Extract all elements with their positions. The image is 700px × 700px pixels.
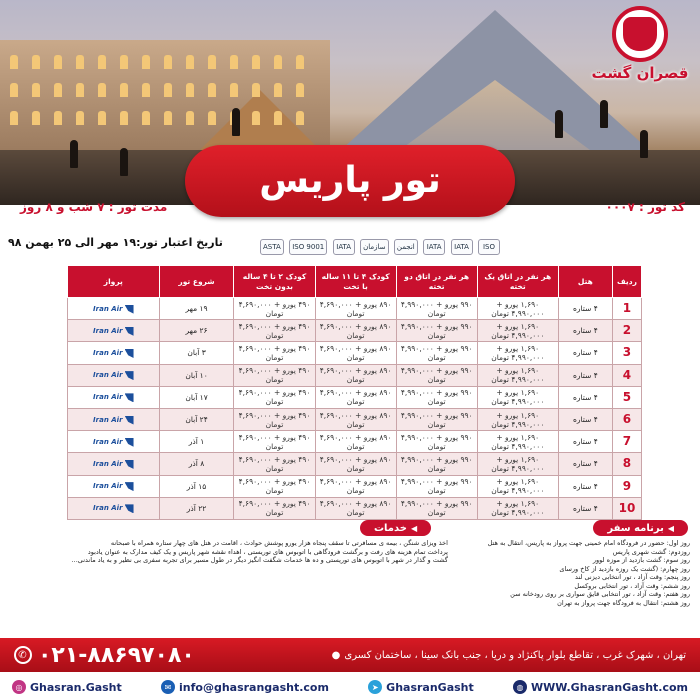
hotel-cell: ۴ ستاره [558,431,612,453]
palace-window [54,111,62,125]
page-title: تور پاریس [259,160,441,201]
child-nobed-price-cell: ۴۹۰ یورو + ۴,۶۹۰,۰۰۰ تومان [234,342,315,364]
palace-window [76,111,84,125]
person-silhouette [600,100,608,128]
program-line: روزدوم: گشت شهری پاریس [612,547,690,556]
single-price-cell: ۱,۶۹۰ یورو + ۴,۹۹۰,۰۰۰ تومان [477,475,558,497]
palace-window [54,55,62,69]
start-date-cell: ۲۴ آبان [159,408,234,430]
airline-name: Iran Air [93,415,123,424]
social-link[interactable] [368,680,474,694]
palace-window [296,83,304,97]
social-links [0,674,700,700]
single-price-cell: ۱,۶۹۰ یورو + ۴,۹۹۰,۰۰۰ تومان [477,386,558,408]
double-price-cell: ۹۹۰ یورو + ۴,۹۹۰,۰۰۰ تومان [396,453,477,475]
child-nobed-price-cell: ۴۹۰ یورو + ۴,۶۹۰,۰۰۰ تومان [234,298,315,320]
single-price-cell: ۱,۶۹۰ یورو + ۴,۹۹۰,۰۰۰ تومان [477,342,558,364]
iran-air-emblem-icon [125,305,134,314]
person-silhouette [640,130,648,158]
palace-window [164,55,172,69]
column-header: ردیف [612,266,641,298]
person-silhouette [120,148,128,176]
row-number: 3 [612,342,641,364]
iran-air-emblem-icon [125,371,134,380]
hotel-cell: ۴ ستاره [558,408,612,430]
globe-icon: ◍ [513,680,527,694]
services-heading [360,520,431,536]
child-bed-price-cell: ۸۹۰ یورو + ۴,۶۹۰,۰۰۰ تومان [315,386,396,408]
price-table [67,265,642,520]
address [332,650,686,661]
person-silhouette [555,110,563,138]
airline-name: Iran Air [93,393,123,402]
row-number: 2 [612,320,641,342]
iran-air-emblem-icon [125,460,134,469]
palace-window [120,111,128,125]
iran-air-emblem-icon [125,416,134,425]
airline-name: Iran Air [93,371,123,380]
airline-cell [68,320,160,342]
palace-window [208,111,216,125]
social-label: WWW.GhasranGasht.com [531,680,688,694]
table-row [68,364,642,386]
accreditation-logo: IATA [451,239,473,255]
double-price-cell: ۹۹۰ یورو + ۴,۹۹۰,۰۰۰ تومان [396,431,477,453]
services-line: گشت و گذار در شهر با اتوبوس های توریستی و ده ها خدمات شگفت انگیز دیگر در طول مسیر برای تجربه سفری بی نظیر و به یاد ماندنی... [71,556,448,564]
double-price-cell: ۹۹۰ یورو + ۴,۹۹۰,۰۰۰ تومان [396,386,477,408]
column-header: پرواز [68,266,160,298]
accreditation-logo: IATA [423,239,445,255]
program-title: برنامه سفر [607,522,664,534]
airline-cell [68,408,160,430]
brand-logo [590,6,690,86]
table-row [68,342,642,364]
airline-cell [68,453,160,475]
palace-window [76,55,84,69]
iran-air-emblem-icon [125,504,134,513]
start-date-cell: ۳ آبان [159,342,234,364]
airline-logo [93,482,133,491]
palace-window [164,83,172,97]
palace-window [208,83,216,97]
airline-name: Iran Air [93,482,123,491]
phone-icon: ✆ [14,646,32,664]
social-link[interactable] [513,680,688,694]
accreditation-logo: انجمن [394,239,418,255]
table-row [68,453,642,475]
iran-air-emblem-icon [125,327,134,336]
start-date-cell: ۱۵ آذر [159,475,234,497]
child-nobed-price-cell: ۴۹۰ یورو + ۴,۶۹۰,۰۰۰ تومان [234,453,315,475]
start-date-cell: ۸ آذر [159,453,234,475]
palace-window [208,55,216,69]
double-price-cell: ۹۹۰ یورو + ۴,۹۹۰,۰۰۰ تومان [396,342,477,364]
hotel-cell: ۴ ستاره [558,342,612,364]
start-date-cell: ۱۷ آبان [159,386,234,408]
airline-name: Iran Air [93,348,123,357]
accreditation-logo: IATA [333,239,355,255]
program-line: روز ششم: وقت آزاد ، تور انتخابی بروکسل [574,581,690,590]
single-price-cell: ۱,۶۹۰ یورو + ۴,۹۹۰,۰۰۰ تومان [477,408,558,430]
single-price-cell: ۱,۶۹۰ یورو + ۴,۹۹۰,۰۰۰ تومان [477,298,558,320]
column-header: شروع تور [159,266,234,298]
social-label: GhasranGasht [386,680,474,694]
program-line: روز اول: حضور در فرودگاه امام خمینی جهت پرواز به پاریس، انتقال به هتل [487,539,690,547]
single-price-cell: ۱,۶۹۰ یورو + ۴,۹۹۰,۰۰۰ تومان [477,364,558,386]
accreditation-logo: ISO [478,239,500,255]
airline-logo [93,349,133,358]
palace-window [186,55,194,69]
single-price-cell: ۱,۶۹۰ یورو + ۴,۹۹۰,۰۰۰ تومان [477,431,558,453]
palace-window [296,111,304,125]
child-bed-price-cell: ۸۹۰ یورو + ۴,۶۹۰,۰۰۰ تومان [315,320,396,342]
hotel-cell: ۴ ستاره [558,320,612,342]
accreditation-logo: ISO 9001 [289,239,327,255]
hotel-cell: ۴ ستاره [558,364,612,386]
services-title: خدمات [374,522,407,534]
double-price-cell: ۹۹۰ یورو + ۴,۹۹۰,۰۰۰ تومان [396,364,477,386]
row-number: 9 [612,475,641,497]
child-nobed-price-cell: ۴۹۰ یورو + ۴,۶۹۰,۰۰۰ تومان [234,386,315,408]
airline-logo [93,371,133,380]
iran-air-emblem-icon [125,393,134,402]
double-price-cell: ۹۹۰ یورو + ۴,۹۹۰,۰۰۰ تومان [396,408,477,430]
program-line: روز سوم: گشت بازدید از موزه لوور [592,556,690,564]
airline-cell [68,431,160,453]
palace-window [252,111,260,125]
hotel-cell: ۴ ستاره [558,386,612,408]
child-nobed-price-cell: ۴۹۰ یورو + ۴,۶۹۰,۰۰۰ تومان [234,364,315,386]
instagram-icon: ◎ [12,680,26,694]
double-price-cell: ۹۹۰ یورو + ۴,۹۹۰,۰۰۰ تومان [396,320,477,342]
single-price-cell: ۱,۶۹۰ یورو + ۴,۹۹۰,۰۰۰ تومان [477,497,558,519]
double-price-cell: ۹۹۰ یورو + ۴,۹۹۰,۰۰۰ تومان [396,298,477,320]
airline-cell [68,364,160,386]
telegram-icon: ➤ [368,680,382,694]
services-list [8,539,448,589]
palace-window [142,111,150,125]
child-nobed-price-cell: ۴۹۰ یورو + ۴,۶۹۰,۰۰۰ تومان [234,475,315,497]
hotel-cell: ۴ ستاره [558,497,612,519]
child-bed-price-cell: ۸۹۰ یورو + ۴,۶۹۰,۰۰۰ تومان [315,431,396,453]
services-line: پرداخت تمام هزینه های رفت و برگشت فرودگاهی با اتوبوس های توریستی ، اهداء نقشه شهر پاریس و یک کیف مدارک به عنوان یادبود [87,547,448,556]
child-nobed-price-cell: ۴۹۰ یورو + ۴,۶۹۰,۰۰۰ تومان [234,408,315,430]
palace-window [76,83,84,97]
palace-window [10,83,18,97]
child-bed-price-cell: ۸۹۰ یورو + ۴,۶۹۰,۰۰۰ تومان [315,453,396,475]
single-price-cell: ۱,۶۹۰ یورو + ۴,۹۹۰,۰۰۰ تومان [477,453,558,475]
program-line: روز هفتم: وقت آزاد ، تور انتخابی قایق سواری بر روی رودخانه سن [510,590,690,598]
palace-window [142,83,150,97]
airline-logo [93,438,133,447]
child-bed-price-cell: ۸۹۰ یورو + ۴,۶۹۰,۰۰۰ تومان [315,475,396,497]
address-text: تهران ، شهرک غرب ، تقاطع بلوار پاکنژاد و دریا ، جنب بانک سینا ، ساختمان کسری [344,649,686,661]
iran-air-emblem-icon [125,482,134,491]
palace-window [98,55,106,69]
column-header: هر نفر در اتاق یک تخته [477,266,558,298]
airline-logo [93,416,133,425]
palace-window [274,55,282,69]
palace-window [230,55,238,69]
table-row [68,497,642,519]
program-line: روز هشتم: انتقال به فرودگاه جهت پرواز به تهران [557,598,690,607]
column-header: هتل [558,266,612,298]
airline-cell [68,298,160,320]
airline-logo [93,393,133,402]
row-number: 6 [612,408,641,430]
start-date-cell: ۲۲ آذر [159,497,234,519]
airline-name: Iran Air [93,304,123,313]
row-number: 1 [612,298,641,320]
child-nobed-price-cell: ۴۹۰ یورو + ۴,۶۹۰,۰۰۰ تومان [234,431,315,453]
phone-text: ۰۲۱-۸۸۶۹۷۰۸۰ [38,642,195,668]
palace-window [274,111,282,125]
row-number: 5 [612,386,641,408]
palace-window [230,83,238,97]
airline-cell [68,475,160,497]
column-header: هر نفر در اتاق دو تخته [396,266,477,298]
iran-air-emblem-icon [125,438,134,447]
palace-window [120,55,128,69]
services-line: اخذ ویزای شنگن ، بیمه ی مسافرتی تا سقف پنجاه هزار یورو پوشش حوادث ، اقامت در هتل های چهار ستاره همراه با صبحانه [110,539,448,547]
table-row [68,298,642,320]
palace-window [142,55,150,69]
person-silhouette [70,140,78,168]
palace-window [186,83,194,97]
column-header: کودک ۴ تا ۱۱ ساله با تخت [315,266,396,298]
airline-name: Iran Air [93,504,123,513]
brand-emblem-icon [612,6,668,62]
chevron-left-icon: ◀ [667,523,674,533]
program-line: روز پنجم: وقت آزاد ، تور انتخابی دیزنی لند [575,573,690,581]
row-number: 4 [612,364,641,386]
start-date-cell: ۲۶ مهر [159,320,234,342]
palace-window [252,83,260,97]
child-bed-price-cell: ۸۹۰ یورو + ۴,۶۹۰,۰۰۰ تومان [315,364,396,386]
double-price-cell: ۹۹۰ یورو + ۴,۹۹۰,۰۰۰ تومان [396,497,477,519]
contact-bar [0,638,700,672]
child-bed-price-cell: ۸۹۰ یورو + ۴,۶۹۰,۰۰۰ تومان [315,497,396,519]
single-price-cell: ۱,۶۹۰ یورو + ۴,۹۹۰,۰۰۰ تومان [477,320,558,342]
program-heading [593,520,688,536]
palace-window [98,111,106,125]
palace-window [274,83,282,97]
palace-window [98,83,106,97]
mail-icon: ✉ [161,680,175,694]
tour-code: کد تور : ۰۰۰۷ [605,200,685,214]
airline-name: Iran Air [93,459,123,468]
table-row [68,475,642,497]
chevron-left-icon: ◀ [410,523,418,533]
palace-window [10,111,18,125]
iran-air-emblem-icon [125,349,134,358]
airline-logo [93,504,133,513]
validity-date: تاریخ اعتبار تور:۱۹ مهر الی ۲۵ بهمن ۹۸ [8,236,223,249]
table-row [68,431,642,453]
palace-window [186,111,194,125]
airline-cell [68,497,160,519]
child-nobed-price-cell: ۴۹۰ یورو + ۴,۶۹۰,۰۰۰ تومان [234,497,315,519]
hotel-cell: ۴ ستاره [558,453,612,475]
palace-window [10,55,18,69]
accreditation-logo: ASTA [260,239,284,255]
row-number: 7 [612,431,641,453]
social-label: Ghasran.Gasht [30,680,122,694]
phone-number[interactable] [14,643,195,668]
row-number: 10 [612,497,641,519]
palace-window [54,83,62,97]
palace-window [252,55,260,69]
airline-logo [93,460,133,469]
row-number: 8 [612,453,641,475]
palace-window [32,111,40,125]
airline-name: Iran Air [93,437,123,446]
person-silhouette [232,108,240,136]
start-date-cell: ۱۰ آبان [159,364,234,386]
hotel-cell: ۴ ستاره [558,298,612,320]
airline-logo [93,305,133,314]
table-row [68,408,642,430]
palace-window [32,83,40,97]
table-row [68,386,642,408]
column-header: کودک ۲ تا ۴ ساله بدون تخت [234,266,315,298]
location-pin-icon: ● [331,649,341,661]
table-header [68,266,642,298]
airline-cell [68,342,160,364]
start-date-cell: ۱۹ مهر [159,298,234,320]
double-price-cell: ۹۹۰ یورو + ۴,۹۹۰,۰۰۰ تومان [396,475,477,497]
palace-window [32,55,40,69]
palace-window [164,111,172,125]
table-row [68,320,642,342]
airline-logo [93,327,133,336]
brand-name: قصران گشت [591,64,689,82]
child-bed-price-cell: ۸۹۰ یورو + ۴,۶۹۰,۰۰۰ تومان [315,342,396,364]
tour-duration: مدت تور : ۷ شب و ۸ روز [20,200,168,214]
accreditation-logos [260,236,500,258]
child-bed-price-cell: ۸۹۰ یورو + ۴,۶۹۰,۰۰۰ تومان [315,298,396,320]
airline-name: Iran Air [93,326,123,335]
child-bed-price-cell: ۸۹۰ یورو + ۴,۶۹۰,۰۰۰ تومان [315,408,396,430]
airline-cell [68,386,160,408]
social-link[interactable] [12,680,122,694]
start-date-cell: ۱ آذر [159,431,234,453]
program-line: روز چهارم: (گشت یک روزه بازدید از کاخ ورسای [559,564,690,573]
social-link[interactable] [161,680,329,694]
accreditation-logo: سازمان [360,239,388,255]
hotel-cell: ۴ ستاره [558,475,612,497]
palace-window [120,83,128,97]
social-label: info@ghasrangasht.com [179,680,329,694]
palace-window [296,55,304,69]
child-nobed-price-cell: ۴۹۰ یورو + ۴,۶۹۰,۰۰۰ تومان [234,320,315,342]
